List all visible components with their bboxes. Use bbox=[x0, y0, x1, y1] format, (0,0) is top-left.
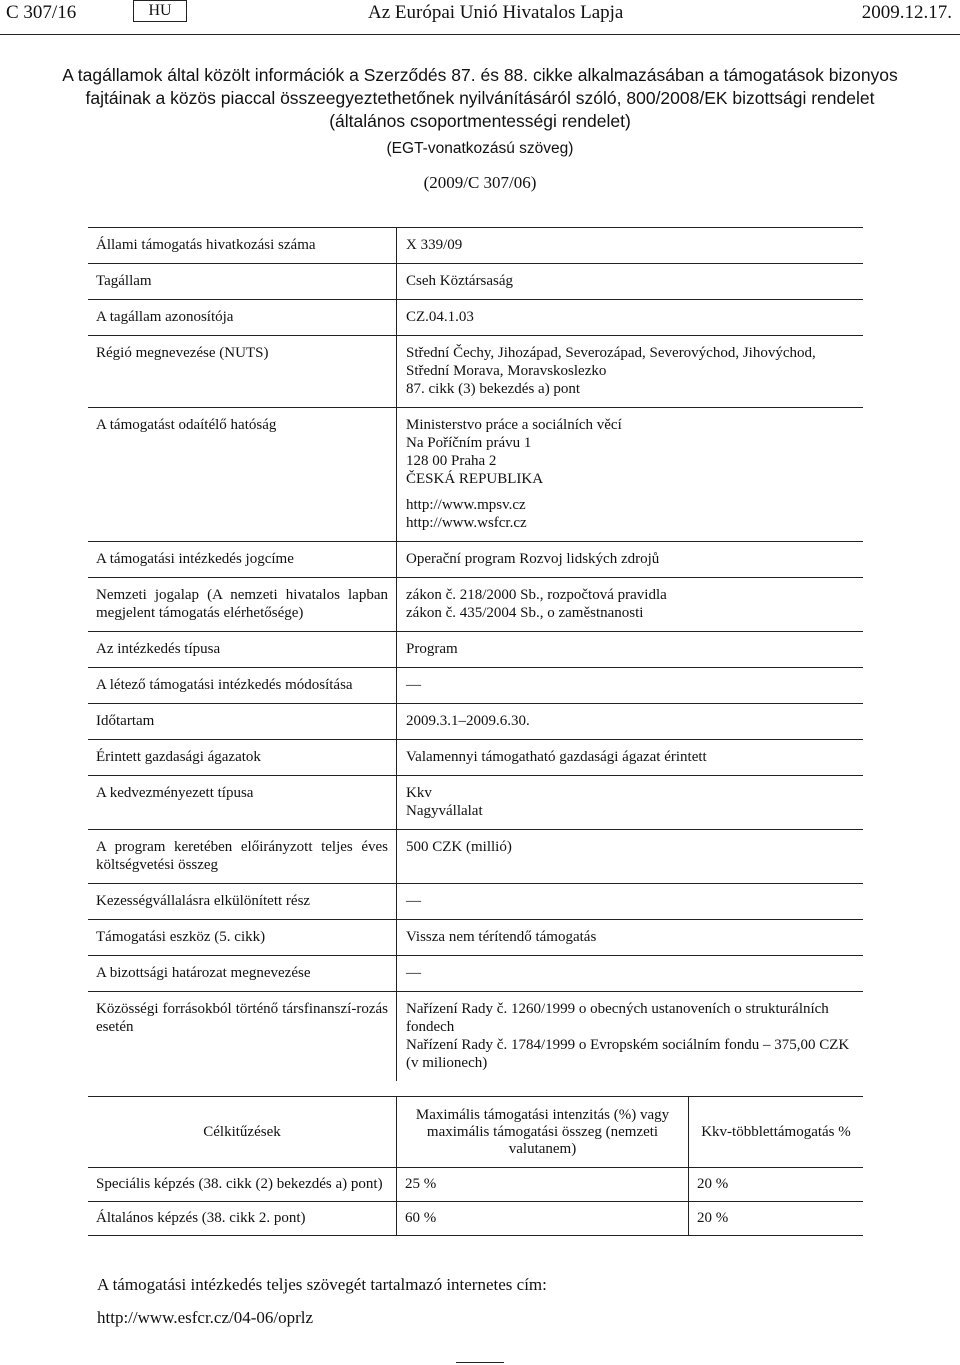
info-value bbox=[397, 336, 864, 408]
info-value bbox=[397, 300, 864, 336]
full-text-label: A támogatási intézkedés teljes szövegét tartalmazó internetes cím: bbox=[97, 1275, 547, 1294]
info-row bbox=[88, 408, 863, 542]
info-row bbox=[88, 740, 863, 776]
info-label: A támogatási intézkedés jogcíme bbox=[88, 542, 397, 578]
info-label: Közösségi forrásokból történő társfinanszí-rozás esetén bbox=[88, 992, 397, 1082]
info-row bbox=[88, 920, 863, 956]
objectives-row bbox=[88, 1202, 863, 1236]
info-label: Régió megnevezése (NUTS) bbox=[88, 336, 397, 408]
page-header bbox=[0, 0, 960, 36]
document-title: A tagállamok által közölt információk a Szerződés 87. és 88. cikke alkalmazásában a támogatások bizonyos fajtáinak a közös piaccal összeegyeztethetőnek nyilvánításáról szóló, 800/2008/EK bizottsági rendelet (általános csoportmentességi rendelet) bbox=[62, 65, 898, 131]
info-value bbox=[397, 668, 864, 704]
info-value-text: Cseh Köztársaság bbox=[406, 273, 514, 289]
info-value-text: 500 CZK (millió) bbox=[406, 839, 512, 855]
info-value bbox=[397, 704, 864, 740]
info-label: Az intézkedés típusa bbox=[88, 632, 397, 668]
objective-label: Speciális képzés (38. cikk (2) bekezdés a) pont) bbox=[88, 1168, 397, 1202]
objectives-header-row bbox=[88, 1097, 863, 1168]
info-value-text: — bbox=[406, 965, 421, 981]
objective-intensity: 60 % bbox=[397, 1202, 689, 1236]
info-value-text: Nařízení Rady č. 1260/1999 o obecných ustanoveních o strukturálních fondech Nařízení Rady č. 1784/1999 o Evropském sociálním fondu – 375,00 CZK (v milionech) bbox=[406, 1001, 850, 1071]
info-row bbox=[88, 668, 863, 704]
info-value-text: Program bbox=[406, 641, 458, 657]
info-value-text: X 339/09 bbox=[406, 237, 463, 253]
info-label: Kezességvállalásra elkülönített rész bbox=[88, 884, 397, 920]
header-divider bbox=[0, 34, 960, 35]
info-value-text: Vissza nem térítendő támogatás bbox=[406, 929, 597, 945]
info-value bbox=[397, 776, 864, 830]
full-text-link[interactable]: http://www.esfcr.cz/04-06/oprlz bbox=[97, 1308, 314, 1327]
info-label: Érintett gazdasági ágazatok bbox=[88, 740, 397, 776]
info-value bbox=[397, 228, 864, 264]
language-badge: HU bbox=[133, 0, 187, 22]
info-label: A kedvezményezett típusa bbox=[88, 776, 397, 830]
info-row bbox=[88, 956, 863, 992]
info-value bbox=[397, 264, 864, 300]
info-row bbox=[88, 884, 863, 920]
info-value-text: CZ.04.1.03 bbox=[406, 309, 474, 325]
info-value-text: Ministerstvo práce a sociálních věcí Na Poříčním právu 1 128 00 Praha 2 ČESKÁ REPUBLIKA bbox=[406, 417, 622, 487]
info-row bbox=[88, 264, 863, 300]
info-value-text: Operační program Rozvoj lidských zdrojů bbox=[406, 551, 660, 567]
info-value-links[interactable]: http://www.mpsv.cz http://www.wsfcr.cz bbox=[406, 497, 527, 531]
info-label: A bizottsági határozat megnevezése bbox=[88, 956, 397, 992]
objectives-row bbox=[88, 1168, 863, 1202]
info-value bbox=[397, 992, 864, 1082]
info-value bbox=[397, 542, 864, 578]
info-row bbox=[88, 228, 863, 264]
info-label: Tagállam bbox=[88, 264, 397, 300]
info-label: Állami támogatás hivatkozási száma bbox=[88, 228, 397, 264]
objectives-header-goal: Célkitűzések bbox=[88, 1097, 397, 1168]
end-divider bbox=[456, 1362, 504, 1363]
info-value-text: zákon č. 218/2000 Sb., rozpočtová pravidla zákon č. 435/2004 Sb., o zaměstnanosti bbox=[406, 587, 667, 621]
aid-info-table bbox=[88, 227, 863, 1081]
info-value bbox=[397, 408, 864, 542]
info-value-text: Kkv Nagyvállalat bbox=[406, 785, 483, 819]
info-row bbox=[88, 992, 863, 1082]
info-row bbox=[88, 776, 863, 830]
objectives-header-sme-bonus: Kkv-többlettámogatás % bbox=[689, 1097, 864, 1168]
info-value bbox=[397, 920, 864, 956]
info-row bbox=[88, 632, 863, 668]
info-value bbox=[397, 632, 864, 668]
info-value bbox=[397, 884, 864, 920]
info-value bbox=[397, 578, 864, 632]
info-value-text: Střední Čechy, Jihozápad, Severozápad, Severovýchod, Jihovýchod, Střední Morava, Moravskoslezko 87. cikk (3) bekezdés a) pont bbox=[406, 345, 816, 397]
info-label: Támogatási eszköz (5. cikk) bbox=[88, 920, 397, 956]
info-value bbox=[397, 740, 864, 776]
info-label: Időtartam bbox=[88, 704, 397, 740]
objective-label: Általános képzés (38. cikk 2. pont) bbox=[88, 1202, 397, 1236]
document-reference: (2009/C 307/06) bbox=[423, 173, 537, 192]
objective-sme-bonus: 20 % bbox=[689, 1168, 864, 1202]
info-label: Nemzeti jogalap (A nemzeti hivatalos lapban megjelent támogatás elérhetősége) bbox=[88, 578, 397, 632]
objectives-header-intensity: Maximális támogatási intenzitás (%) vagy maximális támogatási összeg (nemzeti valutanem) bbox=[397, 1097, 689, 1168]
info-value-text: 2009.3.1–2009.6.30. bbox=[406, 713, 530, 729]
objective-sme-bonus: 20 % bbox=[689, 1202, 864, 1236]
info-value bbox=[397, 956, 864, 992]
info-value-text: Valamennyi támogatható gazdasági ágazat érintett bbox=[406, 749, 707, 765]
info-value-text: — bbox=[406, 893, 421, 909]
journal-name: Az Európai Unió Hivatalos Lapja bbox=[368, 2, 624, 23]
page-number: C 307/16 bbox=[6, 2, 77, 23]
info-value-text: — bbox=[406, 677, 421, 693]
info-row bbox=[88, 578, 863, 632]
info-value bbox=[397, 830, 864, 884]
objective-intensity: 25 % bbox=[397, 1168, 689, 1202]
info-row bbox=[88, 704, 863, 740]
info-label: A támogatást odaítélő hatóság bbox=[88, 408, 397, 542]
info-row bbox=[88, 542, 863, 578]
publication-date: 2009.12.17. bbox=[861, 2, 952, 23]
info-label: A létező támogatási intézkedés módosítása bbox=[88, 668, 397, 704]
info-row bbox=[88, 300, 863, 336]
info-row bbox=[88, 336, 863, 408]
info-label: A program keretében előirányzott teljes éves költségvetési összeg bbox=[88, 830, 397, 884]
document-subtitle: (EGT-vonatkozású szöveg) bbox=[386, 140, 574, 157]
objectives-table bbox=[88, 1096, 863, 1236]
info-row bbox=[88, 830, 863, 884]
info-label: A tagállam azonosítója bbox=[88, 300, 397, 336]
